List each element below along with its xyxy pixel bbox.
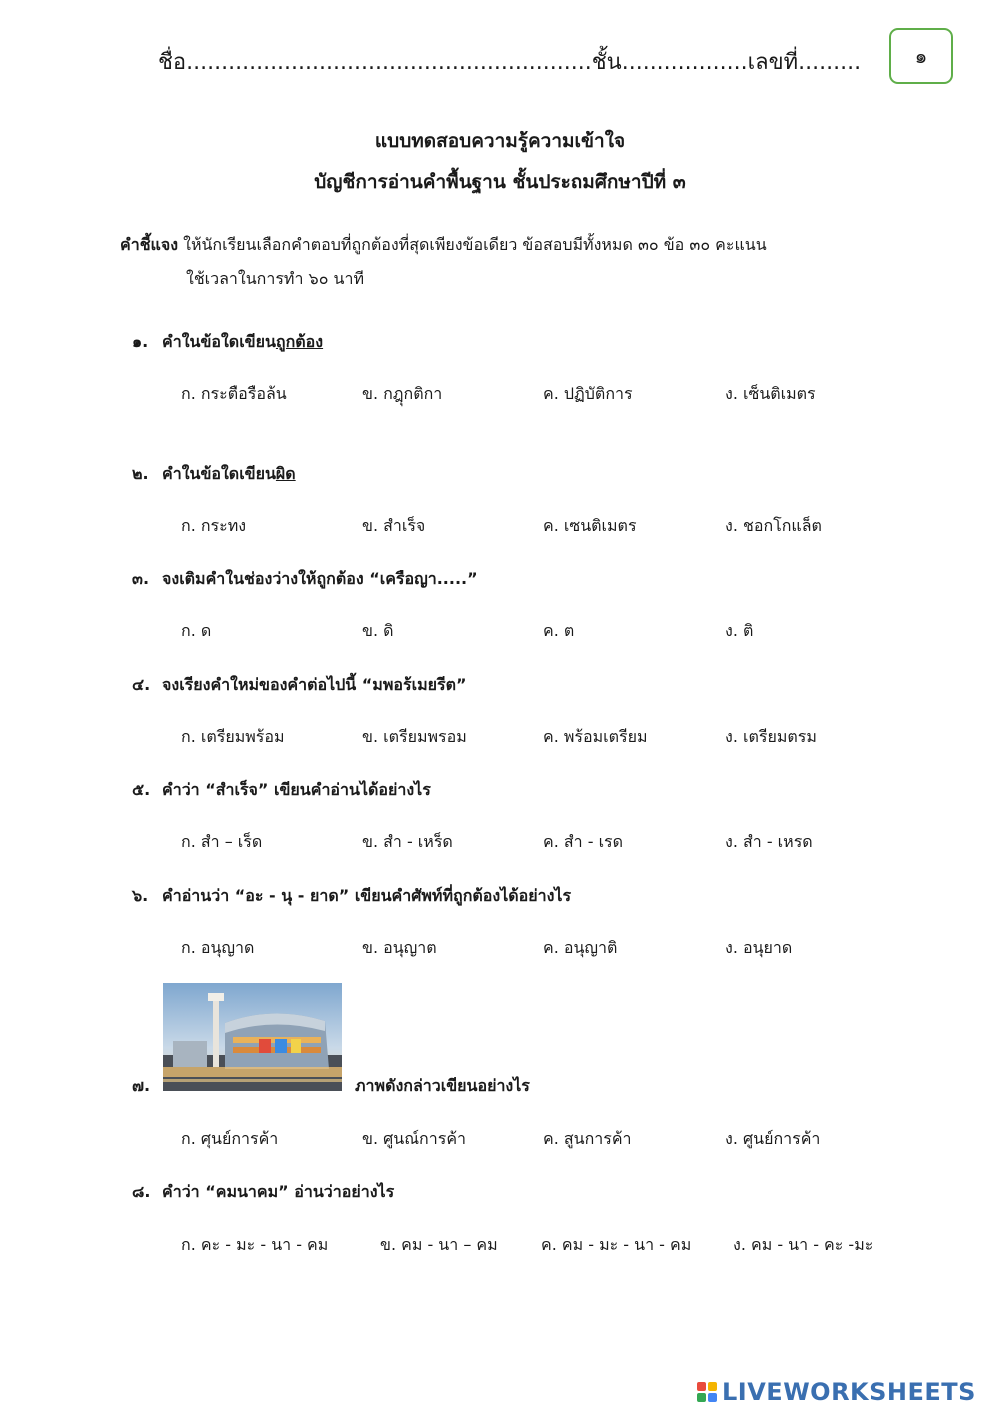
question-number: ๑.: [132, 332, 149, 351]
shopping-mall-photo: [163, 983, 342, 1091]
liveworksheets-logo: [697, 1378, 976, 1406]
question-emphasis: ผิด: [275, 464, 296, 483]
option-c[interactable]: ค. เซนติเมตร: [543, 516, 637, 535]
option-b[interactable]: ข. สำ - เหร็ด: [362, 832, 453, 851]
question-number: ๓.: [132, 569, 150, 588]
option-b[interactable]: ข. กฎุกติกา: [362, 384, 443, 403]
question-text: จงเติมคำในช่องว่างให้ถูกต้อง “เครือญา.....”: [162, 569, 478, 588]
option-d[interactable]: ง. เตรียมตรม: [725, 727, 817, 746]
option-d[interactable]: ง. ศูนย์การค้า: [725, 1129, 821, 1148]
option-b[interactable]: ข. อนุญาต: [362, 938, 437, 957]
option-a[interactable]: ก. กระตือรือล้น: [181, 384, 287, 403]
question-2: [132, 462, 296, 487]
instructions-label: คำชี้แจง: [120, 235, 179, 254]
question-8: [132, 1180, 394, 1205]
logo-mark-icon: [697, 1382, 717, 1402]
instructions-text: ให้นักเรียนเลือกคำตอบที่ถูกต้องที่สุดเพียงข้อเดียว ข้อสอบมีทั้งหมด ๓๐ ข้อ ๓๐ คะแนน: [178, 235, 767, 254]
option-d[interactable]: ง. สำ - เหรด: [725, 832, 813, 851]
question-number: ๖.: [132, 886, 149, 905]
question-number: ๘.: [132, 1182, 151, 1201]
question-number: ๒.: [132, 464, 149, 483]
question-text: จงเรียงคำใหม่ของคำต่อไปนี้ “มพอร้เมยรีต”: [162, 675, 467, 694]
question-4: [132, 673, 467, 698]
question-3: [132, 567, 478, 592]
question-number: ๔.: [132, 675, 151, 694]
question-text: คำว่า “สำเร็จ” เขียนคำอ่านได้อย่างไร: [162, 780, 431, 799]
option-a[interactable]: ก. กระทง: [181, 516, 247, 535]
option-a[interactable]: ก. ศุนย์การค้า: [181, 1129, 279, 1148]
test-subtitle: บัญชีการอ่านคำพื้นฐาน ชั้นประถมศึกษาปีที่ ๓: [314, 171, 686, 193]
logo-text: LIVEWORKSHEETS: [722, 1378, 976, 1406]
option-a[interactable]: ก. ด: [181, 621, 212, 640]
option-d[interactable]: ง. คม - นา - คะ -มะ: [733, 1235, 874, 1254]
option-b[interactable]: ข. ดิ: [362, 621, 394, 640]
question-emphasis: ถูกต้อง: [275, 332, 324, 351]
instructions-time: ใช้เวลาในการทำ ๖๐ นาที: [186, 269, 365, 288]
question-text: คำในข้อใดเขียน: [162, 332, 276, 351]
option-d[interactable]: ง. อนุยาด: [725, 938, 793, 957]
question-number: ๕.: [132, 780, 151, 799]
option-c[interactable]: ค. คม - มะ - นา - คม: [541, 1235, 692, 1254]
option-c[interactable]: ค. พร้อมเตรียม: [543, 727, 648, 746]
question-6: [132, 884, 571, 909]
option-b[interactable]: ข. คม - นา – คม: [380, 1235, 498, 1254]
question-7: ภาพดังกล่าวเขียนอย่างไร: [355, 1076, 530, 1095]
option-d[interactable]: ง. ติ: [725, 621, 754, 640]
option-a[interactable]: ก. สำ – เร็ด: [181, 832, 263, 851]
option-b[interactable]: ข. เตรียมพรอม: [362, 727, 467, 746]
student-info-line: ชื่อ..........................................................ชั้น..................เลขที่.........: [158, 50, 862, 75]
question-text: คำในข้อใดเขียน: [162, 464, 276, 483]
option-c[interactable]: ค. ปฏิบัติการ: [543, 384, 633, 403]
question-1: [132, 330, 323, 355]
option-c[interactable]: ค. ต: [543, 621, 575, 640]
option-a[interactable]: ก. เตรียมพร้อม: [181, 727, 285, 746]
question-7-number: ๗.: [132, 1076, 151, 1095]
option-b[interactable]: ข. ศูนณ์การค้า: [362, 1129, 466, 1148]
test-title: แบบทดสอบความรู้ความเข้าใจ: [374, 130, 626, 152]
question-text: คำอ่านว่า “อะ - นุ - ยาด” เขียนคำศัพท์ที่ถูกต้องได้อย่างไร: [162, 886, 572, 905]
option-b[interactable]: ข. สำเร็จ: [362, 516, 426, 535]
question-text: คำว่า “คมนาคม” อ่านว่าอย่างไร: [162, 1182, 395, 1201]
option-d[interactable]: ง. เซ็นติเมตร: [725, 384, 816, 403]
page-number-badge: ๑: [889, 28, 953, 84]
option-a[interactable]: ก. อนุญาด: [181, 938, 255, 957]
option-d[interactable]: ง. ชอกโกแล็ต: [725, 516, 822, 535]
option-c[interactable]: ค. สูนการค้า: [543, 1129, 632, 1148]
option-c[interactable]: ค. สำ - เรด: [543, 832, 624, 851]
instructions: [120, 233, 767, 258]
question-5: [132, 778, 431, 803]
option-a[interactable]: ก. คะ - มะ - นา - คม: [181, 1235, 329, 1254]
option-c[interactable]: ค. อนุญาติ: [543, 938, 618, 957]
shopping-mall-illustration: [163, 983, 342, 1091]
